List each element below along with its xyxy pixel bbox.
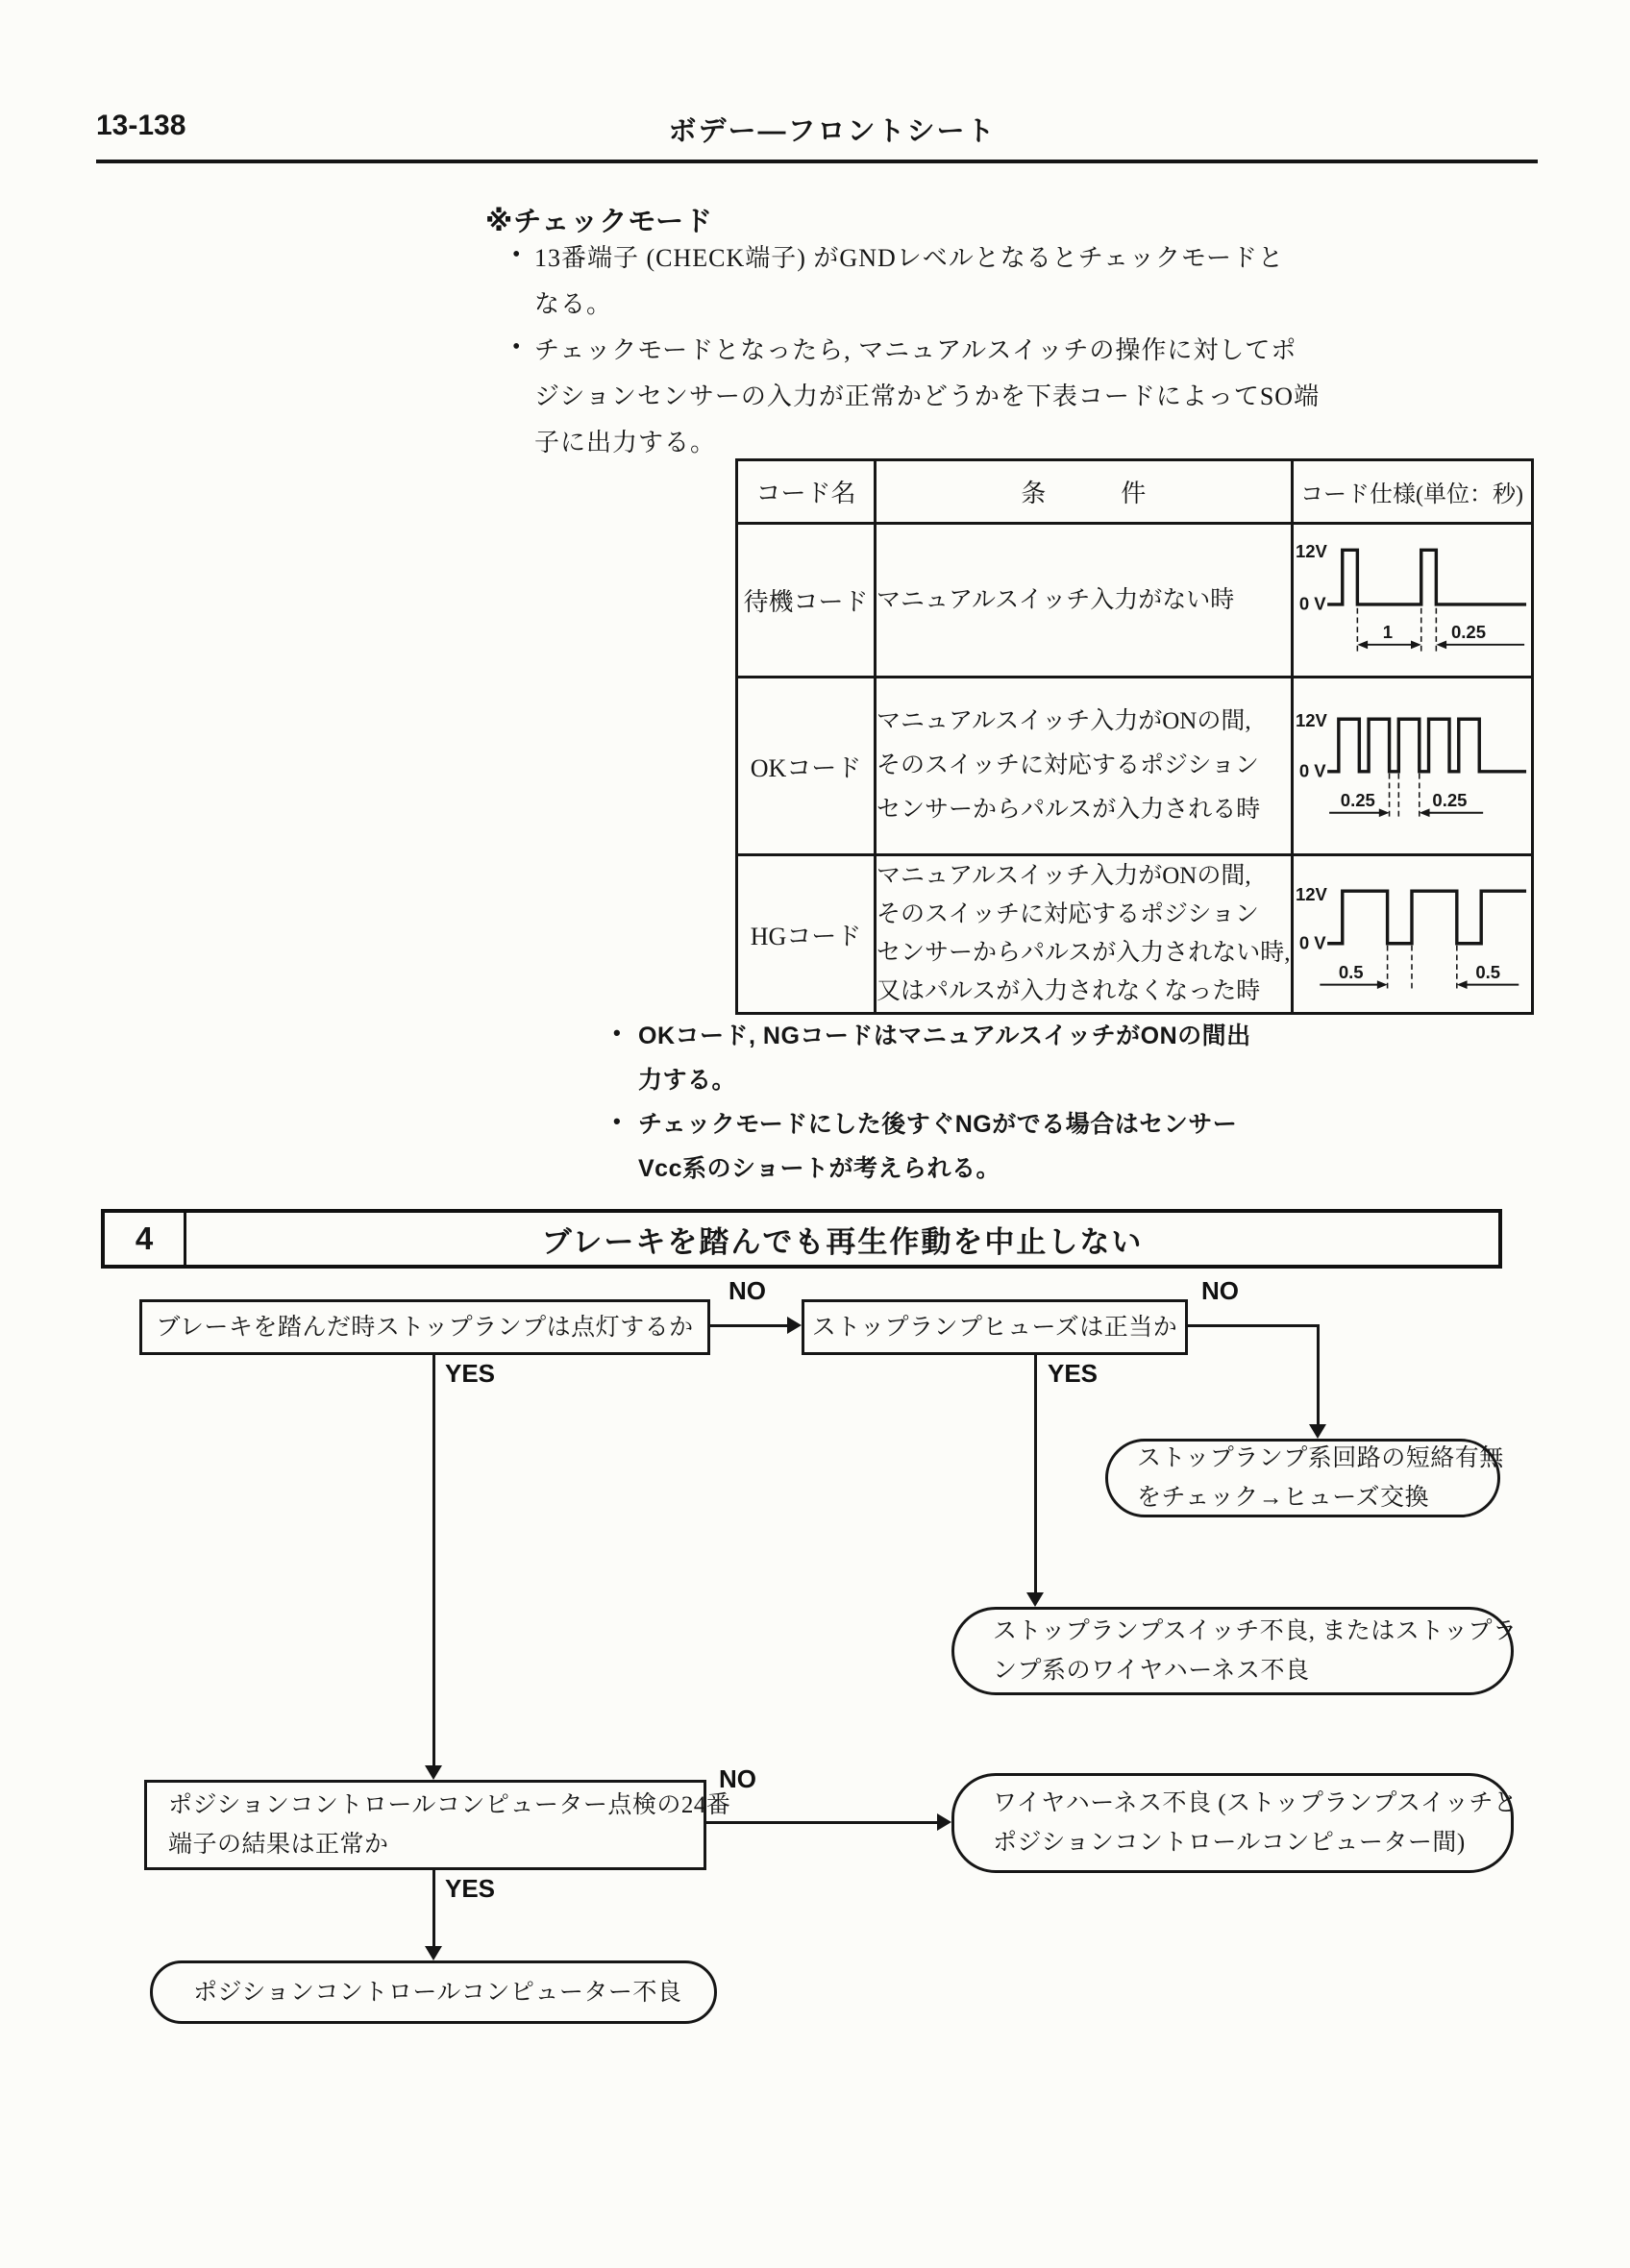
connector-line <box>706 1821 938 1824</box>
flow-box-line: ストップランプスイッチ不良, またはストップラ <box>993 1618 1518 1644</box>
flow-box-line: ストップランプ系回路の短絡有無 <box>1137 1445 1504 1471</box>
voltage-low-label: 0 V <box>1298 932 1326 953</box>
check-bullet-line: なる。 <box>534 290 613 318</box>
yes-label: YES <box>1048 1359 1099 1388</box>
no-label: NO <box>1201 1276 1239 1305</box>
time-label: 0.25 <box>1450 621 1486 642</box>
waveform-standby-diagram <box>1294 526 1528 676</box>
note-line: 力する。 <box>638 1067 737 1094</box>
flow-box-line: ブレーキを踏んだ時ストップランプは点灯するか <box>156 1314 694 1341</box>
waveform-ok-diagram <box>1294 691 1528 841</box>
time-label: 0.5 <box>1474 961 1500 982</box>
col-header-code-spec: コード仕様(単位：秒) <box>1292 460 1532 524</box>
table-header-row <box>737 460 1533 524</box>
time-label: 0.5 <box>1338 961 1364 982</box>
condition-line: センサーからパルスが入力される時 <box>877 797 1261 823</box>
code-name: HGコード <box>737 855 876 1014</box>
condition-line: そのスイッチに対応するポジション <box>877 901 1259 927</box>
table-row-ok <box>737 678 1533 855</box>
connector-line <box>710 1324 794 1327</box>
connector-line <box>1034 1355 1037 1597</box>
yes-label: YES <box>445 1359 496 1388</box>
header-rule <box>96 160 1538 163</box>
flow-arrowhead-down-icon <box>1026 1592 1044 1607</box>
flow-arrowhead-right-icon <box>787 1317 802 1334</box>
connector-line <box>1317 1324 1320 1430</box>
page-number: 13-138 <box>96 110 186 141</box>
waveform-cell <box>1292 855 1532 1014</box>
voltage-high-label: 12V <box>1295 710 1327 731</box>
bullet-icon: • <box>613 1021 621 1045</box>
table-row-standby <box>737 524 1533 678</box>
flow-box-line: ポジションコントロールコンピューター不良 <box>193 1979 682 2006</box>
section-header-bar <box>101 1209 1502 1269</box>
page-title: ボデー―フロントシート <box>668 116 997 147</box>
voltage-high-label: 12V <box>1295 540 1327 561</box>
check-mode-heading: ※チェックモード <box>485 207 714 237</box>
condition-cell <box>876 524 1293 678</box>
code-name: 待機コード <box>737 524 876 678</box>
flow-box-line: ンプ系のワイヤハーネス不良 <box>993 1658 1310 1684</box>
check-bullet-line: チェックモードとなったら, マニュアルスイッチの操作に対してポ <box>534 336 1297 364</box>
check-bullet-line: 13番端子 (CHECK端子) がGNDレベルとなるとチェックモードと <box>534 244 1284 272</box>
condition-line: マニュアルスイッチ入力がONの間, <box>877 708 1251 734</box>
flow-arrowhead-down-icon <box>425 1946 442 1960</box>
note-line: チェックモードにした後すぐNGがでる場合はセンサー <box>638 1111 1238 1138</box>
col-header-code-name: コード名 <box>737 460 876 524</box>
note-line: OKコード, NGコードはマニュアルスイッチがONの間出 <box>638 1023 1251 1049</box>
flow-result-short-check <box>1105 1439 1504 1517</box>
table-row-hg <box>737 855 1533 1014</box>
condition-line: マニュアルスイッチ入力がONの間, <box>877 863 1251 889</box>
bullet-icon: • <box>613 1109 621 1133</box>
time-label: 1 <box>1382 621 1393 642</box>
flow-box-line: ポジションコントロールコンピューター間) <box>993 1830 1466 1856</box>
flow-result-computer-fail <box>150 1960 717 2024</box>
flow-question-stop-lamp <box>139 1299 710 1355</box>
condition-line: センサーからパルスが入力されない時, <box>877 940 1291 966</box>
voltage-low-label: 0 V <box>1298 760 1326 781</box>
condition-line: マニュアルスイッチ入力がない時 <box>877 586 1235 613</box>
flow-box-line: ワイヤハーネス不良 (ストップランプスイッチと <box>993 1790 1519 1816</box>
flow-question-terminal24 <box>144 1780 731 1870</box>
flow-arrowhead-down-icon <box>1309 1424 1326 1439</box>
flow-arrowhead-down-icon <box>425 1765 442 1780</box>
bullet-icon: • <box>512 334 521 359</box>
code-name: OKコード <box>737 678 876 855</box>
connector-line <box>1188 1324 1320 1327</box>
condition-cell <box>876 678 1293 855</box>
condition-line: そのスイッチに対応するポジション <box>877 752 1259 778</box>
col-header-condition: 条 件 <box>876 460 1293 524</box>
no-label: NO <box>719 1764 756 1793</box>
note-line: Vcc系のショートが考えられる。 <box>638 1155 1000 1182</box>
flow-question-fuse <box>802 1299 1188 1355</box>
no-label: NO <box>729 1276 766 1305</box>
flow-box-line: 端子の結果は正常か <box>168 1832 389 1858</box>
section-number: 4 <box>105 1213 186 1265</box>
time-label: 0.25 <box>1340 789 1375 810</box>
section-title: ブレーキを踏んでも再生作動を中止しない <box>541 1224 1144 1259</box>
flow-box-line: ポジションコントロールコンピューター点検の24番 <box>168 1792 731 1818</box>
waveform-cell <box>1292 524 1532 678</box>
check-bullet-line: 子に出力する。 <box>534 429 717 456</box>
waveform-cell <box>1292 678 1532 855</box>
condition-line: 又はパルスが入力されなくなった時 <box>877 978 1261 1004</box>
voltage-high-label: 12V <box>1295 883 1327 904</box>
code-table <box>735 458 1534 1015</box>
connector-line <box>432 1870 435 1947</box>
flow-box-line: をチェック→ヒューズ交換 <box>1137 1485 1430 1511</box>
yes-label: YES <box>445 1874 496 1903</box>
condition-cell <box>876 855 1293 1014</box>
flow-box-line: ストップランプヒューズは正当か <box>811 1314 1178 1341</box>
waveform-hg-diagram <box>1294 859 1528 1009</box>
flow-arrowhead-right-icon <box>937 1813 951 1831</box>
time-label: 0.25 <box>1431 789 1468 810</box>
flow-result-harness-fail <box>951 1773 1519 1873</box>
bullet-icon: • <box>512 242 521 267</box>
flow-result-switch-fail <box>951 1607 1518 1695</box>
voltage-low-label: 0 V <box>1298 593 1326 614</box>
check-bullet-line: ジションセンサーの入力が正常かどうかを下表コードによってSO端 <box>534 382 1321 410</box>
connector-line <box>432 1355 435 1766</box>
